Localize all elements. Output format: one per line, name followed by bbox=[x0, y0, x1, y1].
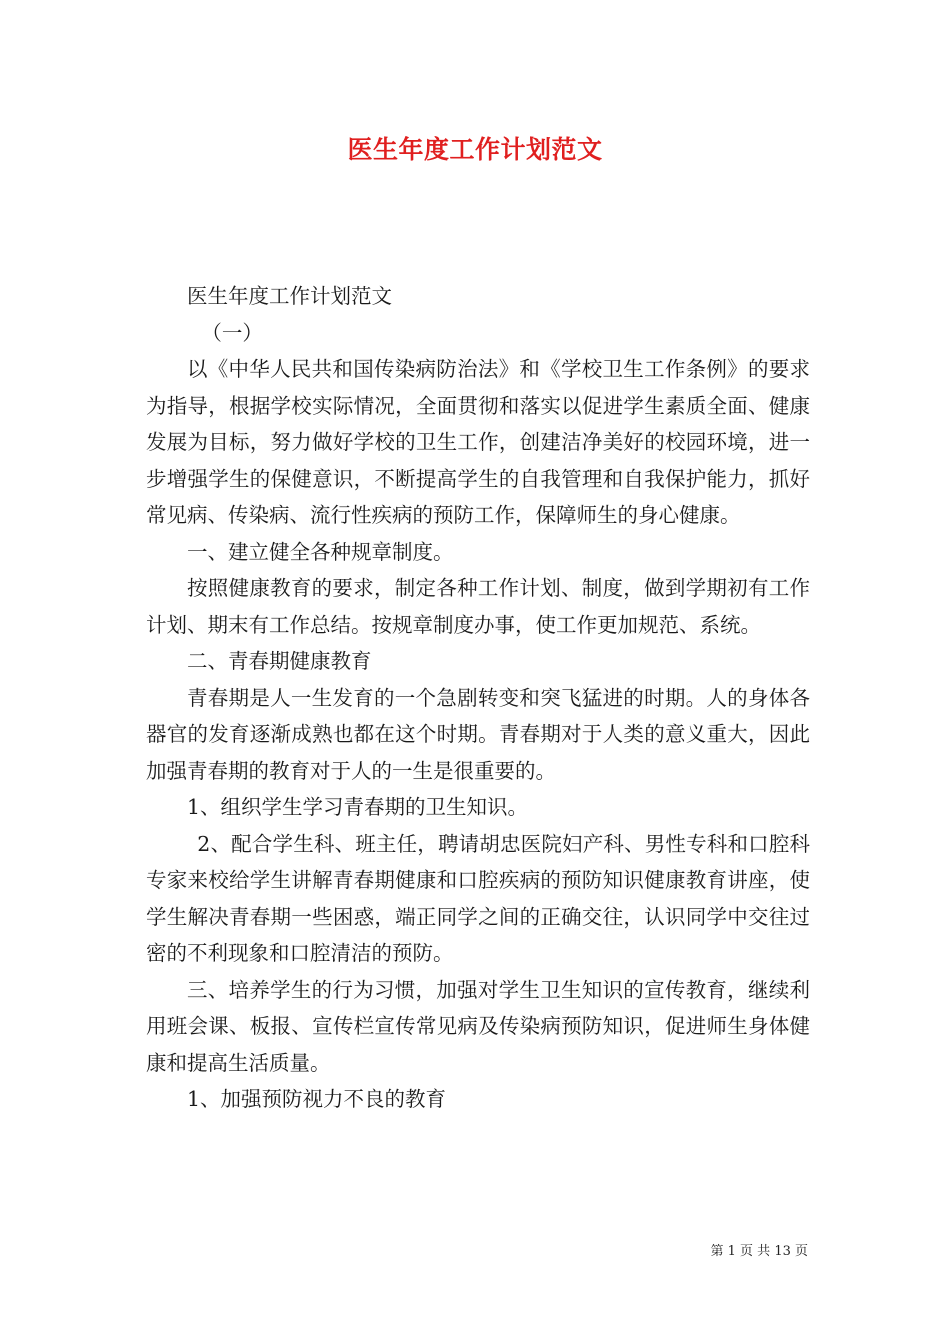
paragraph-item-2: 2、配合学生科、班主任，聘请胡忠医院妇产科、男性专科和口腔科专家来校给学生讲解青春期健康和口腔疾病的预防知识健康教育讲座，使学生解决青春期一些困惑，端正同学之间的正确交往，认识同学中交往过密的不利现象和口腔清洁的预防。 bbox=[146, 831, 810, 965]
paragraph-item-3-1: 1、加强预防视力不良的教育 bbox=[187, 1087, 447, 1111]
paragraph-item-1: 1、组织学生学习青春期的卫生知识。 bbox=[187, 795, 529, 819]
page-number: 第 1 页 共 13 页 bbox=[710, 1244, 808, 1259]
paragraph-section-1-heading: 一、建立健全各种规章制度。 bbox=[187, 539, 454, 564]
paragraph-section-3: 三、培养学生的行为习惯，加强对学生卫生知识的宣传教育，继续利用班会课、板报、宣传栏宣传常见病及传染病预防知识，促进师生身体健康和提高生活质量。 bbox=[146, 977, 810, 1075]
paragraph-section-2-body: 青春期是人一生发育的一个急剧转变和突飞猛进的时期。人的身体各器官的发育逐渐成熟也都在这个时期。青春期对于人类的意义重大，因此加强青春期的教育对于人的一生是很重要的。 bbox=[146, 685, 810, 783]
document-body bbox=[146, 278, 810, 1118]
paragraph-section-marker: （一） bbox=[201, 320, 263, 345]
paragraph-heading: 医生年度工作计划范文 bbox=[187, 284, 392, 308]
document-title: 医生年度工作计划范文 bbox=[347, 135, 603, 164]
paragraph-section-2-heading: 二、青春期健康教育 bbox=[187, 649, 372, 673]
paragraph-intro: 以《中华人民共和国传染病防治法》和《学校卫生工作条例》的要求为指导，根据学校实际情况，全面贯彻和落实以促进学生素质全面、健康发展为目标，努力做好学校的卫生工作，创建洁净美好的校园环境，进一步增强学生的保健意识，不断提高学生的自我管理和自我保护能力，抓好常见病、传染病、流行性疾病的预防工作，保障师生的身心健康。 bbox=[146, 357, 810, 527]
paragraph-section-1-body: 按照健康教育的要求，制定各种工作计划、制度，做到学期初有工作计划、期末有工作总结。按规章制度办事，使工作更加规范、系统。 bbox=[146, 576, 810, 637]
